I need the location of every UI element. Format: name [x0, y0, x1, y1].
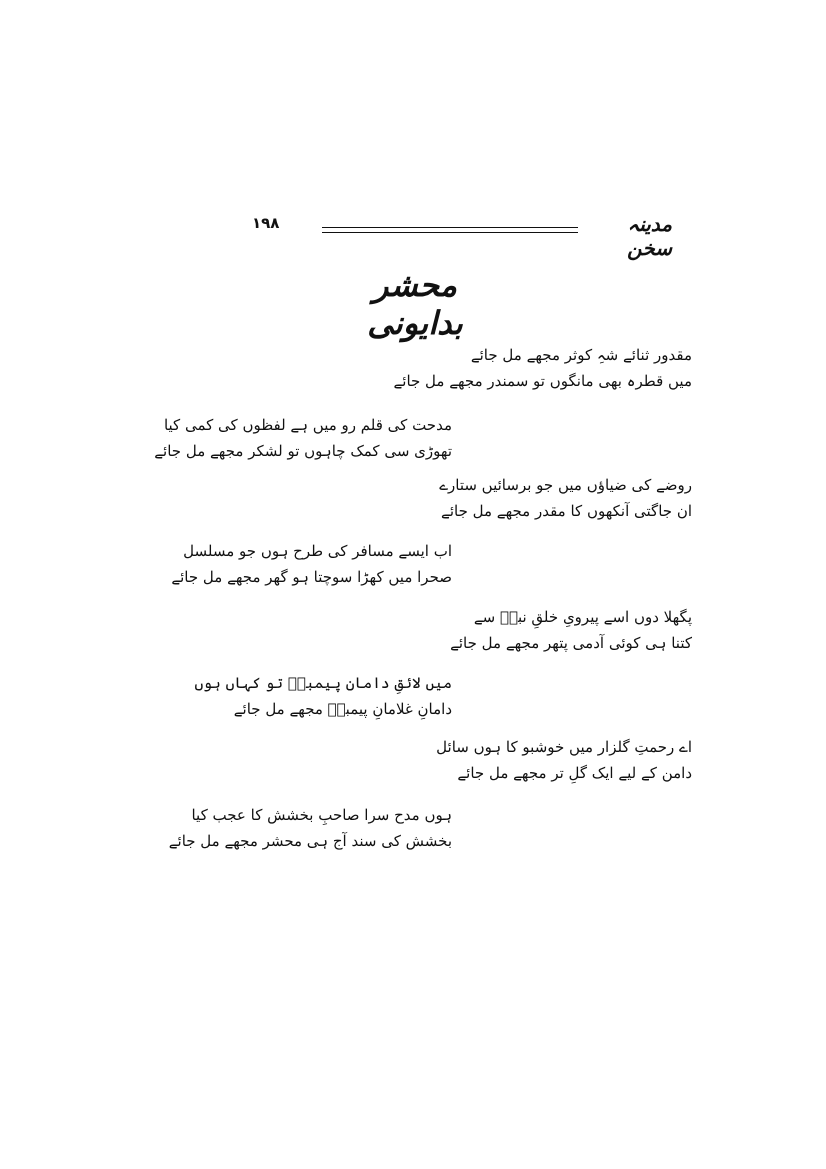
couplet-5 [430, 604, 692, 656]
header-double-rule [322, 227, 578, 234]
couplet-5-line-1: پگھلا دوں اسے پیرویِ خلقِ نبیؐ سے [473, 608, 692, 626]
couplet-8 [168, 802, 452, 854]
couplet-6 [190, 670, 452, 722]
page-number: ۱۹۸ [252, 214, 280, 232]
couplet-1-line-2: میں قطرہ بھی مانگوں تو سمندر مجھے مل جائے [393, 372, 692, 390]
couplet-2-line-2: تھوڑی سی کمک چاہوں تو لشکر مجھے مل جائے [154, 442, 452, 460]
couplet-2 [154, 412, 452, 464]
couplet-8-line-1: ہوں مدح سرا صاحبِ بخشش کا عجب کیا [191, 806, 452, 824]
couplet-1 [393, 342, 692, 394]
couplet-7 [430, 734, 692, 786]
couplet-4-line-1: اب ایسے مسافر کی طرح ہوں جو مسلسل [183, 542, 452, 560]
couplet-8-line-2: بخشش کی سند آج ہی محشر مجھے مل جائے [168, 832, 452, 850]
couplet-7-line-2: دامن کے لیے ایک گلِ تر مجھے مل جائے [457, 764, 692, 782]
header-rule-bottom [322, 232, 578, 233]
couplet-6-line-2: دامانِ غلامانِ پیمبرؐ مجھے مل جائے [233, 700, 452, 718]
book-title: مدینہ سخن [627, 212, 672, 260]
couplet-6-line-1: میں لائقِ دامانِ پیمبرؐ تو کہاں ہوں [194, 674, 452, 692]
couplet-1-line-1: مقدور ثنائے شہِ کوثر مجھے مل جائے [470, 346, 692, 364]
couplet-5-line-2: کتنا ہی کوئی آدمی پتھر مجھے مل جائے [450, 634, 692, 652]
header-rule-top [322, 227, 578, 228]
couplet-4-line-2: صحرا میں کھڑا سوچتا ہو گھر مجھے مل جائے [171, 568, 452, 586]
couplet-3 [430, 472, 692, 524]
couplet-4 [171, 538, 452, 590]
couplet-7-line-1: اے رحمتِ گلزار میں خوشبو کا ہوں سائل [436, 738, 692, 756]
poet-name: محشر بدایونی [367, 266, 463, 342]
couplet-2-line-1: مدحت کی قلم رو میں ہے لفظوں کی کمی کیا [163, 416, 452, 434]
couplet-3-line-1: روضے کی ضیاؤں میں جو برسائیں ستارے [439, 476, 692, 494]
couplet-3-line-2: ان جاگتی آنکھوں کا مقدر مجھے مل جائے [441, 502, 692, 520]
